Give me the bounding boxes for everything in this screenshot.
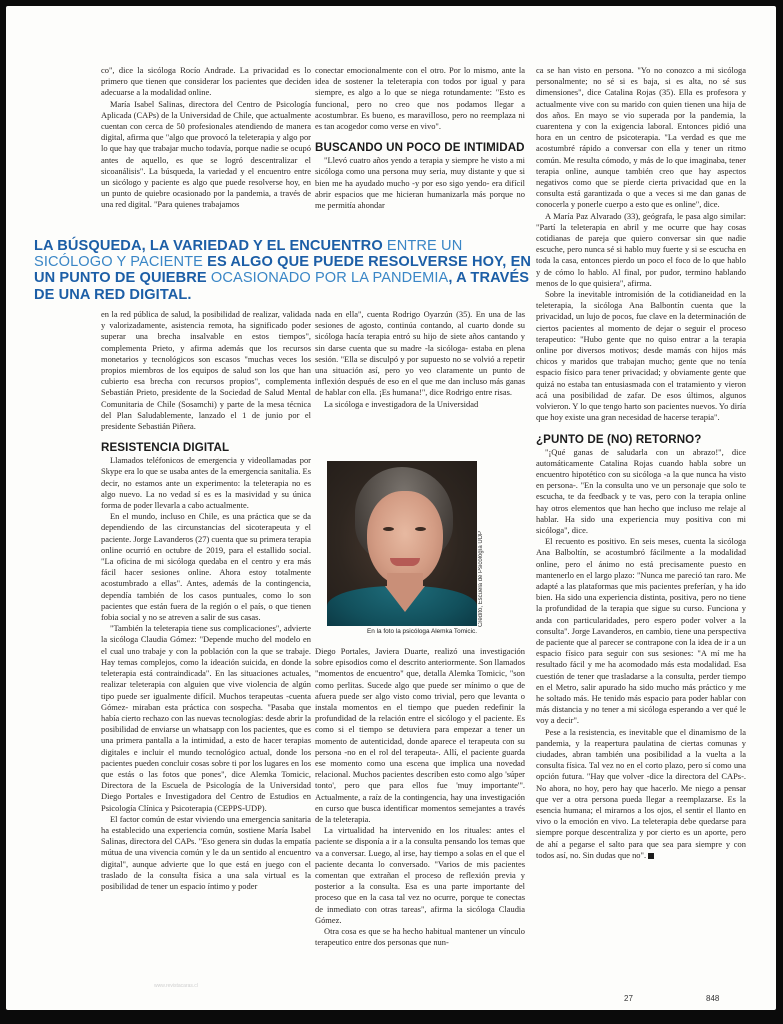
paragraph: conectar emocionalmente con el otro. Por lo mismo, ante la idea de sostener la teleterapia con todos por igual y para siempre, es algo a lo que se niega rotundamente: "Esto es funcional, pero no creo que nos podamos llegar a acostumbrar. Es bueno, es maravilloso, pero no reemplaza ni es tan acogedor como verse en vivo". [315, 65, 525, 132]
paragraph: Diego Portales, Javiera Duarte, realizó una investigación sobre episodios como el descrito anteriormente. Son llamados "momentos de encuentro" que, detalla Alemka Tomicic, "son como perlitas. Sucede algo que puede ser mínimo o que de afuera puede ser algo visto como trivial, pero que levanta o instala momentos en el tiempo que pueden redefinir la profundidad de la relación entre el sicólogo y el paciente. Es como si el tiempo se detuviera para empezar a tener un momento de autenticidad, donde aparece el terapeuta con su persona -no en el rol del terapeuta-. Allí, el paciente guarda ese momento como una escena que implica una novedad relacional. Muchos pacientes describen esto como algo 'súper tonto', pero que para ellos fue 'muy importante'". Actualmente, a raíz de la contingencia, hay una investigación en curso que busca identificar momentos semejantes a través de la teleterapia. [315, 646, 525, 825]
portrait-photo [327, 461, 477, 626]
paragraph: co", dice la sicóloga Rocío Andrade. La privacidad es lo primero que tienen que considerar los pacientes que deciden adecuarse a la modalidad online. [101, 65, 311, 98]
column-2-bottom [315, 646, 525, 948]
paragraph: El factor común de estar viviendo una emergencia sanitaria ha establecido una experiencia común, sostiene María Isabel Salinas, directora del CAPs. "Eso genera sin dudas la empatía mútua de una vivencia común y le da un sentido al encuentro digital", aunque advierte que lo que está en juego con el traslado de la consulta física a una sala virtual es la posibilidad de tener un espacio íntimo y poder [101, 813, 311, 891]
page-number: 27 [624, 994, 633, 1003]
paragraph: "También la teleterapia tiene sus complicaciones", advierte la sicóloga Claudia Gómez: "Depende mucho del modelo en el cual uno trabaje y con la población con la que se trabaje. Hay temas complejos, como la ideación suicida, en donde la teleterapia está contraindicada". En las situaciones actuales, realizar teleterapia con alguien que vive violencia de algún tipo puede ser igualmente difícil. Muchos terapeutas -cuenta Gómez- miraban esta práctica con sospecha. "Pasaba que había cierto rechazo con las nuevas tecnologías: desde abrir la posibilidad de enviarse un whatsapp con los pacientes, que es una primera pantalla a la intimidad, a esto de hacer terapias digitales e incluir el mundo tecnológico actual, donde los pacientes pueden concluir cosas sobre ti por los lugares en los que estás o las fotos que pones", dice Alemka Tomicic, Directora de la Escuela de Psicología de la Universidad Diego Portales e Investigadora del Centro de Estudios en Psicología Clínica y Psicoterapia (CEPPS-UDP). [101, 623, 311, 813]
column-3 [536, 65, 746, 861]
pull-quote [34, 238, 534, 303]
paragraph: ca se han visto en persona. "Yo no conozco a mi sicóloga personalmente; no sé si es baja, si es alta, no sé sus dimensiones", dice Catalina Rojas (35). Ella es profesora y actualmente vive con su marido con quien tienen una hija de dos años. En mayo se vio superada por la pandemia, la cuarentena y con la exigencia laboral. Entonces pidió una hora en un centro de psicoterapia. "La verdad es que me acostumbré rápido a conversar con ella y tener un ritmo común. Me resulta cómodo, y más de lo que imaginaba, tener terapia online, aunque también creo que hay aspectos negativos como que se pierde cierta privacidad que en la consulta está garantizada o que a veces si me dan ganas de conocerla y ponerle cuerpo a esto que es online", dice. [536, 65, 746, 210]
paragraph: en la red pública de salud, la posibilidad de realizar, validada y valorizadamente, asistencia remota, ha significado poder superar una brecha insalvable en estos tiempos", complementa Prieto, y afirma además que los recursos monetarios y tecnológicos son escasos "muchas veces los propios miembros de los equipos de salud son los que han cubierto esa brecha con recursos propios", complementa Sebastián Prieto, presidente de la Sociedad de Salud Mental Comunitaria de Chile (Sosamchi) y parte de la mesa técnica del Plan Saludablemente, lanzado el 1 de junio por el presidente Sebastián Piñera. [101, 309, 311, 432]
end-of-article-mark-icon [648, 853, 654, 859]
pull-quote-light: ENTRE UN SICÓLOGO Y PACIENTE [34, 238, 463, 271]
section-heading-resistencia: RESISTENCIA DIGITAL [101, 441, 230, 455]
paragraph: Otra cosa es que se ha hecho habitual mantener un vínculo terapeutico entre dos personas que nun- [315, 926, 525, 948]
faint-footer-text: www.revistacaras.cl [154, 983, 198, 989]
pull-quote-light: OCASIONADO POR LA PANDEMIA [206, 270, 449, 287]
issue-number: 848 [706, 994, 720, 1003]
paragraph: Sobre la inevitable intromisión de la cotidianeidad en la teleterapia, la sicóloga Ana Balbontín cuenta que la privacidad, un lujo de pocos, fue clave en la determinación de ciertos pacientes al momento de dejar o seguir el proceso terapeutico: "Hubo gente que no quiso entrar a la terapia online por diversos motivos; desde mamás con hijos más chicos y maridos que trabajan mucho; gente que no tenía espacio físico para tener privacidad; y obviamente gente que quizá no estaba tan entusiasmada con el tratamiento y vieron acá una posibilidad de zafar. De esos últimos, algunos volvieron. Y lo que tengo harto son pacientes nuevos. Yo diría que hoy existe una gran necesidad de hacerse terapia". [536, 289, 746, 423]
paragraph: La virtualidad ha intervenido en los rituales: antes el paciente se disponía a ir a la consulta pensando los temas que va a conversar. Luego, al irse, hay tiempo a solas en el que el paciente decanta lo conversado. "Varios de mis pacientes comentan que extrañan el proceso de reflexión previa y posterior a la consulta. Esa es una parte importante del proceso que en la casa tal vez no ocurre, porque te conectas de inmediato con otras tareas", afirma la sicóloga Claudia Gómez. [315, 825, 525, 925]
magazine-page [6, 6, 776, 1010]
photo-face [367, 491, 443, 586]
photo-caption: En la foto la psicóloga Alemka Tomicic. [367, 628, 477, 635]
photo-neckline [385, 586, 425, 612]
paragraph: El recuento es positivo. En seis meses, cuenta la sicóloga Ana Balboltín, se acostumbró fácilmente a la modalidad online, pero el ánimo no está precisamente puesto en mantenerlo en el largo plazo: "Nunca me pareció tan raro. Me adapté a las plataformas que mis pacientes preferían, y ha ido bien. Ha sido una experiencia distinta, positiva, pero no tiene la profundidad de la terapia que sigue su curso. Funciona y anda con particularidades, pero espero poder volver a la consulta". Jorge Lavanderos, en cambio, tiene una perspectiva de paciente que al parecer se contrapone con la idea de ir a un espacio físico para seguir con sus sesiones: "A mí me ha resultado fácil y me ha acomodado más esta modalidad. Esa cuestión de tener que trasladarse a la consulta, perder tiempo en el Metro, salir apurado ha sido mucho más práctico y me he soltado más. He tenido más espacio para poder hablar con más distancia y no tener a mi sicóloga esperando a ver qué le voy a decir". [536, 536, 746, 726]
photo-credit: Crédito, Escuela de Psicología UDP [478, 530, 484, 627]
paragraph-final-text: Pese a la resistencia, es inevitable que el dinamismo de la pandemia, y la reapertura paulatina de ciertas comunas y ciudades, abran también una posibilidad a la vuelta a la consulta física. Tal vez no en el corto plazo, pero sí como una opción futura. "Hay que volver -dice la directora del CAPs-. No ahora, no hoy, pero hay que hacerlo. Me niego a pensar que ver a otra persona pueda llegar a reemplazarse. Es la esencia humana; el mirarnos a los ojos, el sentir el llanto en vivo o la emoción en vivo. La teleterapia debe quedarse para siempre porque descentraliza y por cierto es un aporte, pero de ahí a pegarse el salto para que sea para siempre y con todos así, no. Sin dudas que no". [536, 726, 746, 860]
paragraph: "¡Qué ganas de saludarla con un abrazo!", dice automáticamente Catalina Rojas cuando habla sobre un encuentro hipotético con su sicóloga -a la que nunca ha visto en persona-. "En la consulta uno ve un personaje que solo te escucha, te da feedback y te vas, pero con la terapia online hay otros elementos que han hecho que incluso me relaje al hablar. Ha sido una experiencia muy positiva con mi sicóloga", dice. [536, 446, 746, 535]
paragraph: A María Paz Alvarado (33), geógrafa, le pasa algo similar: "Partí la teleterapia en abril y me ocurre que hay cosas cotidianas de pareja que quiero conversar sin que nadie escuche, pero nunca sé si hablo muy fuerte y si se escucha en toda la casa, entonces pierdo un poco el foco de lo que hablo y de cómo lo hablo. Al final, por pudor, termino hablando menos de lo que quisiera", afirma. [536, 210, 746, 288]
paragraph: nada en ella", cuenta Rodrigo Oyarzún (35). En una de las sesiones de agosto, continúa contando, al cuarto donde su sicóloga hacía terapia entró su hijo de siete años cantando y sin darse cuenta que su madre -la sicóloga- estaba en plena sesión. "Ella se disculpó y por supuesto no se volvió a repetir una situación así, pero yo veo claramente un punto de inflexión después de eso en el que me dan incluso más ganas de hablar con ella. ¡Es humana!", dice Rodrigo entre risas. [315, 309, 525, 398]
column-2-top [315, 65, 525, 211]
paragraph-final [536, 727, 746, 861]
paragraph: Llamados teléfonicos de emergencia y videollamadas por Skype era lo que se usaba antes de la emergencia sanitalia. Es decir, no estamos ante un experimento: la teleterapia no es algo nuevo. La no vedad sí es es la masividad y su única forma de poder llevarla a cabo actualmente. [101, 455, 311, 511]
paragraph: María Isabel Salinas, directora del Centro de Psicología Aplicada (CAPs) de la Universidad de Chile, que actualmente cuentan con cerca de 50 profesionales atendiendo de manera digital, afirma que "algo que provocó la teleterapia y algo por lo que hay que trabajar mucho todavía, porque nadie se ocupó antes de aquello, es que se logró descentralizar el sicoanálisis". La búsqueda, la variedad y el encuentro entre un sicólogo y paciente es algo que puede resolverse hoy, en un punto de quiebre ocasionado por la pandemia, a través de una red digital. "Para quienes trabajamos [101, 98, 311, 210]
paragraph: En el mundo, incluso en Chile, es una práctica que se da dependiendo de las circunstancias del sicoterapeuta y el paciente. Jorge Lavanderos (27) cuenta que su primera terapia online ocurrió en octubre de 2019, para el estallido social. "La oficina de mi sicóloga quedaba en el centro y era más fácil hacer sesiones online. Ahora estoy totalmente acostumbrado a ellas". Antes, además de la contingencia, dependía también de los casos puntuales, como lo son pacientes que están fuera de la región o el país, o que tienen fobia social y no se atreven a salir de sus casas. [101, 511, 311, 623]
photo-eye [415, 527, 426, 531]
pull-quote-bold: LA BÚSQUEDA, LA VARIEDAD Y EL ENCUENTRO [34, 238, 383, 254]
column-1-top [101, 65, 311, 211]
column-1-bottom [101, 309, 311, 892]
paragraph: "Llevó cuatro años yendo a terapia y siempre he visto a mi sicóloga como una persona muy seria, muy distante y que si bien me ha ayudado mucho -y por eso sigo yendo- era difícil abrir espacios que me hicieran humanizarla más porque no me permitía ahondar [315, 155, 525, 211]
pull-quote-bold: ES ALGO QUE PUEDE RESOLVERSE HOY, EN UN PUNTO DE QUIEBRE [34, 254, 532, 287]
column-2-middle [315, 309, 525, 410]
section-heading-intimidad: BUSCANDO UN POCO DE INTIMIDAD [315, 141, 525, 155]
photo-mouth [390, 558, 420, 566]
pull-quote-bold: , A TRAVÉS DE UNA RED DIGITAL. [34, 270, 530, 303]
paragraph: La sicóloga e investigadora de la Universidad [324, 398, 479, 409]
photo-eye [383, 527, 394, 531]
section-heading-retorno: ¿PUNTO DE (NO) RETORNO? [536, 432, 702, 446]
